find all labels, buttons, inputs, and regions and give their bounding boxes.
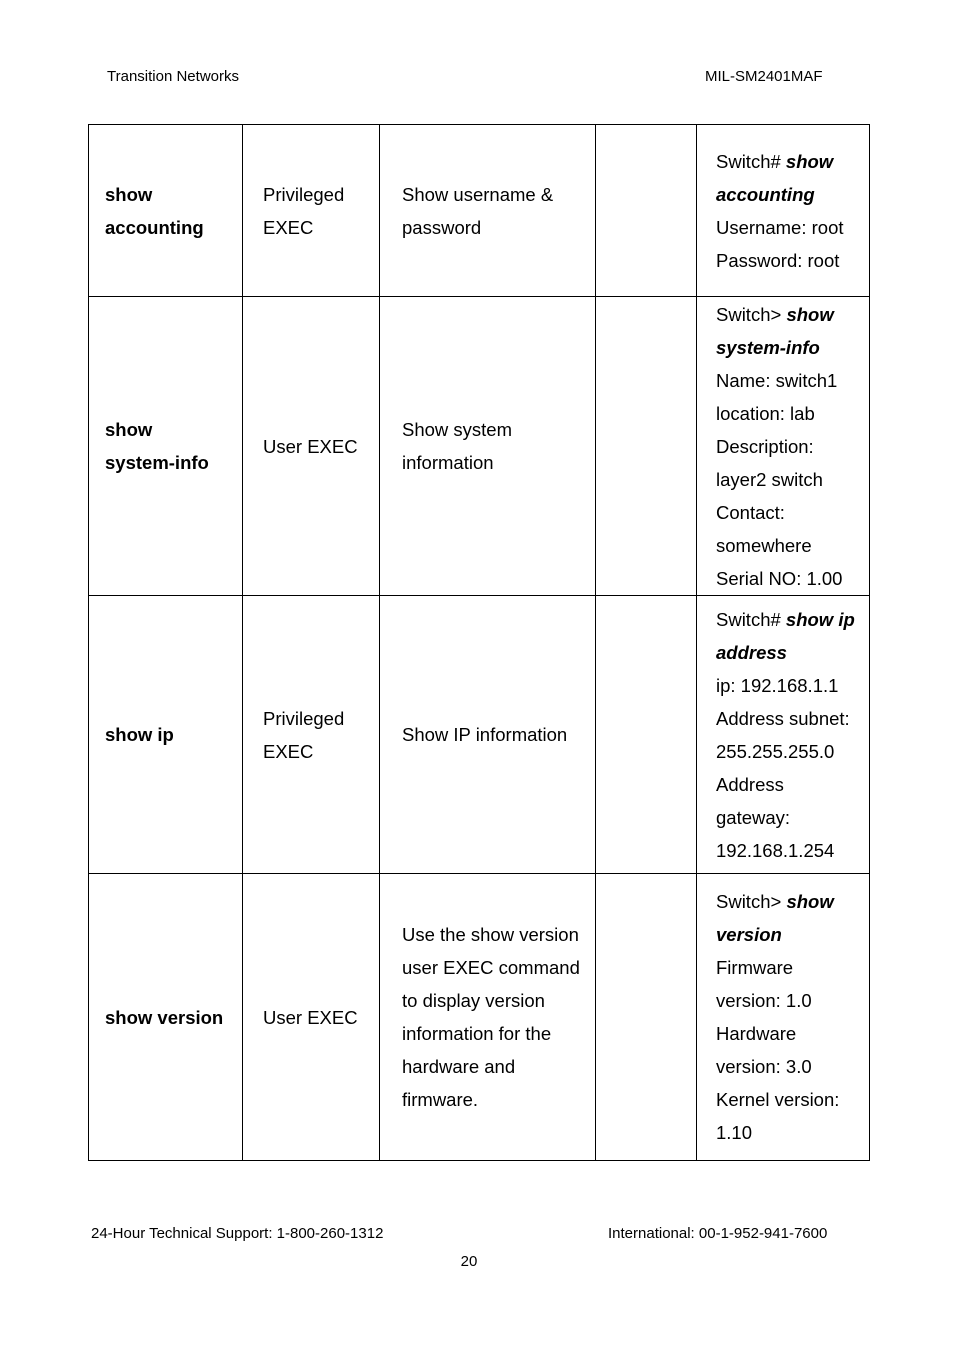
- example-line: [716, 529, 865, 562]
- example-line: [716, 603, 865, 636]
- command-description: firmware.: [402, 1089, 479, 1110]
- example-text: 1.10: [716, 1122, 753, 1143]
- example-text: Password: root: [716, 249, 840, 271]
- example-text: Switch>: [716, 891, 787, 912]
- example-text: version: 1.0: [716, 990, 812, 1011]
- example-command: show: [786, 891, 834, 912]
- page-number: 20: [460, 1253, 478, 1270]
- example-line: [716, 562, 865, 595]
- command-mode: Privileged: [263, 183, 345, 205]
- example-command: show: [786, 303, 834, 325]
- example-cell: [697, 874, 870, 1161]
- extra-cell: [596, 596, 697, 874]
- example-line: [716, 1017, 865, 1050]
- command-name: show: [105, 183, 153, 205]
- command-name: show version: [105, 1006, 224, 1028]
- command-description: Show system: [402, 419, 513, 440]
- header-model: MIL-SM2401MAF: [705, 68, 823, 85]
- mode-cell: [243, 874, 380, 1161]
- example-line: [716, 918, 865, 951]
- command-mode: EXEC: [263, 216, 314, 238]
- command-mode: Privileged: [263, 707, 345, 729]
- example-text: location: lab: [716, 402, 815, 424]
- footer-support: 24-Hour Technical Support: 1-800-260-1312: [91, 1225, 384, 1242]
- command-name: system-info: [105, 452, 209, 473]
- command-description: Use the show version: [402, 924, 579, 945]
- example-text: Description:: [716, 435, 814, 457]
- extra-cell: [596, 297, 697, 596]
- example-line: [716, 364, 865, 397]
- example-command: system-info: [716, 336, 820, 358]
- header-company: Transition Networks: [107, 68, 239, 85]
- command-cell: [89, 125, 243, 297]
- table-row: [89, 125, 870, 297]
- example-line: [716, 801, 865, 834]
- example-command: version: [716, 924, 782, 945]
- example-text: Kernel version:: [716, 1089, 840, 1110]
- example-line: [716, 951, 865, 984]
- mode-cell: [243, 125, 380, 297]
- command-description: information for the: [402, 1023, 552, 1044]
- example-cell: [697, 596, 870, 874]
- example-line: [716, 145, 865, 178]
- mode-cell: [243, 596, 380, 874]
- example-text: Contact:: [716, 501, 785, 523]
- example-line: [716, 1083, 865, 1116]
- command-name: show: [105, 419, 153, 440]
- example-line: [716, 244, 865, 277]
- command-mode: EXEC: [263, 740, 314, 762]
- command-description: password: [402, 216, 482, 238]
- command-description: information: [402, 452, 494, 473]
- example-cell: [697, 125, 870, 297]
- command-description: hardware and: [402, 1056, 516, 1077]
- example-line: [716, 178, 865, 211]
- example-line: [716, 702, 865, 735]
- example-line: [716, 331, 865, 364]
- example-text: Switch#: [716, 150, 786, 172]
- command-cell: [89, 874, 243, 1161]
- example-line: [716, 885, 865, 918]
- command-cell: [89, 596, 243, 874]
- command-description: to display version: [402, 990, 545, 1011]
- example-line: [716, 430, 865, 463]
- example-line: [716, 397, 865, 430]
- command-mode: User EXEC: [263, 435, 358, 457]
- command-description: Show username &: [402, 183, 554, 205]
- example-line: [716, 463, 865, 496]
- command-table: [88, 124, 870, 1161]
- example-text: Firmware: [716, 957, 794, 978]
- example-line: [716, 984, 865, 1017]
- example-text: Address: [716, 773, 784, 795]
- table-row: [89, 297, 870, 596]
- table-row: [89, 596, 870, 874]
- example-text: Switch#: [716, 608, 786, 630]
- example-cell: [697, 297, 870, 596]
- example-command: accounting: [716, 183, 815, 205]
- command-description: user EXEC command: [402, 957, 580, 978]
- example-text: Switch>: [716, 303, 787, 325]
- example-text: Address subnet:: [716, 707, 850, 729]
- command-name: accounting: [105, 216, 204, 238]
- footer-international: International: 00-1-952-941-7600: [608, 1225, 828, 1242]
- example-text: 255.255.255.0: [716, 740, 835, 762]
- example-line: [716, 735, 865, 768]
- description-cell: [380, 297, 596, 596]
- example-text: Name: switch1: [716, 369, 838, 391]
- example-text: gateway:: [716, 806, 791, 828]
- example-text: Username: root: [716, 216, 844, 238]
- extra-cell: [596, 874, 697, 1161]
- example-text: Serial NO: 1.00: [716, 567, 843, 589]
- command-description: Show IP information: [402, 724, 568, 745]
- mode-cell: [243, 297, 380, 596]
- example-line: [716, 768, 865, 801]
- example-line: [716, 834, 865, 867]
- table-row: [89, 874, 870, 1161]
- example-line: [716, 496, 865, 529]
- description-cell: [380, 125, 596, 297]
- example-command: address: [716, 641, 787, 663]
- example-text: layer2 switch: [716, 468, 823, 490]
- example-text: version: 3.0: [716, 1056, 812, 1077]
- command-table-body: [89, 125, 870, 1161]
- command-cell: [89, 297, 243, 596]
- example-line: [716, 1116, 865, 1149]
- description-cell: [380, 874, 596, 1161]
- example-line: [716, 669, 865, 702]
- example-line: [716, 636, 865, 669]
- command-name: show ip: [105, 724, 174, 745]
- example-command: show: [785, 150, 834, 172]
- example-text: somewhere: [716, 534, 812, 556]
- extra-cell: [596, 125, 697, 297]
- example-line: [716, 1050, 865, 1083]
- description-cell: [380, 596, 596, 874]
- example-line: [716, 211, 865, 244]
- example-text: ip: 192.168.1.1: [716, 674, 839, 696]
- example-line: [716, 298, 865, 331]
- example-command: show ip: [785, 608, 855, 630]
- example-text: Hardware: [716, 1023, 797, 1044]
- command-mode: User EXEC: [263, 1006, 358, 1028]
- example-text: 192.168.1.254: [716, 839, 835, 861]
